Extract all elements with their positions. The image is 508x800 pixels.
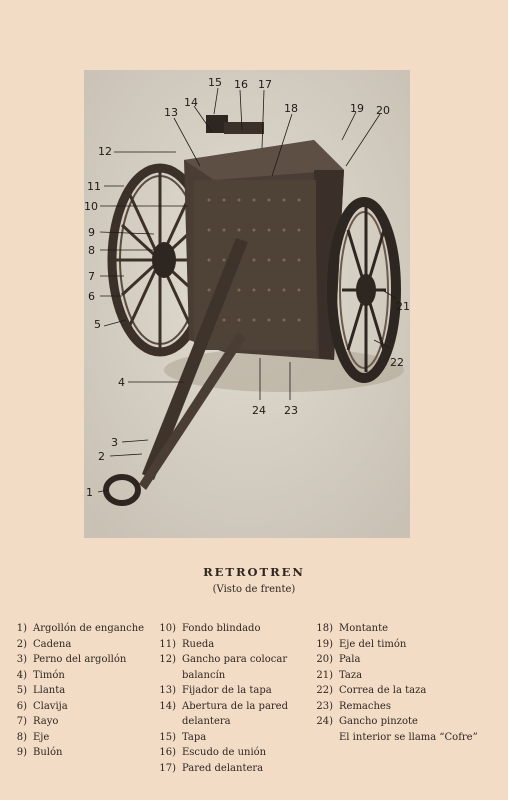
callout-num: 16	[234, 78, 248, 91]
legend-text: Gancho pinzote	[339, 716, 418, 727]
callout-num: 9	[88, 226, 95, 239]
legend-item	[316, 652, 496, 668]
legend-item	[10, 668, 170, 684]
callout-num: 10	[84, 200, 98, 213]
legend-text: Llanta	[33, 685, 66, 696]
photograph-retrotren	[84, 70, 410, 538]
legend-item	[316, 699, 496, 715]
legend-text: Rayo	[33, 716, 59, 727]
legend-num: 9)	[16, 747, 27, 758]
legend-text: Remaches	[339, 700, 391, 712]
callout-num: 20	[376, 104, 390, 117]
legend-num: 3)	[16, 654, 27, 665]
callout-num: 2	[98, 450, 105, 463]
legend-text: Perno del argollón	[33, 654, 127, 665]
legend-text: Montante	[339, 623, 389, 634]
legend-num: 10)	[159, 623, 176, 634]
legend-text: Bulón	[33, 747, 63, 758]
legend-item	[316, 683, 496, 699]
legend-num: 8)	[16, 731, 27, 743]
legend-text: Abertura de la pared delantera	[182, 700, 289, 727]
callout-num: 22	[390, 356, 404, 369]
callout-num: 21	[396, 300, 410, 313]
legend-item	[159, 699, 331, 730]
legend-text: Eje	[33, 731, 50, 743]
callout-num: 7	[88, 270, 95, 283]
legend-num	[316, 730, 333, 746]
legend-item	[10, 745, 170, 761]
legend-num: 15)	[159, 731, 176, 743]
legend-num: 2)	[16, 638, 27, 650]
legend-item	[316, 621, 496, 637]
callout-num: 14	[184, 96, 198, 109]
legend-num: 7)	[16, 716, 27, 727]
legend-item	[10, 730, 170, 746]
legend-text: Rueda	[182, 638, 215, 650]
legend-num: 11)	[159, 638, 176, 650]
legend-item	[316, 668, 496, 684]
callout-num: 11	[87, 180, 101, 193]
legend-num: 17)	[159, 762, 176, 774]
legend-num: 4)	[16, 669, 27, 681]
callout-num: 4	[118, 376, 125, 389]
callout-num: 5	[94, 318, 101, 331]
callout-num: 3	[111, 436, 118, 449]
legend-item	[10, 637, 170, 653]
legend-num: 23)	[316, 700, 333, 712]
legend-item	[159, 761, 331, 777]
legend-text: Correa de la taza	[339, 685, 427, 696]
legend-text: Gancho para colocar balancín	[182, 654, 288, 681]
legend-item	[159, 621, 331, 637]
figure-title: RETROTREN	[203, 565, 305, 579]
legend-item	[10, 714, 170, 730]
legend-num: 1)	[16, 623, 27, 634]
legend-item	[159, 730, 331, 746]
legend-text: Pala	[339, 654, 361, 665]
legend-text: El interior se llama “Cofre”	[339, 731, 478, 743]
callout-num: 24	[252, 404, 266, 417]
legend-item	[159, 652, 331, 683]
legend-text: Fijador de la tapa	[182, 685, 272, 696]
legend-text: Eje del timón	[339, 638, 407, 650]
legend-num: 18)	[316, 623, 333, 634]
legend-item	[159, 637, 331, 653]
legend-text: Fondo blindado	[182, 623, 261, 634]
legend-num: 6)	[16, 700, 27, 712]
legend-column-1	[10, 621, 170, 761]
legend-text: Tapa	[182, 731, 207, 743]
callout-num: 23	[284, 404, 298, 417]
legend-num: 21)	[316, 669, 333, 681]
callout-num: 12	[98, 145, 112, 158]
legend-text: Argollón de enganche	[33, 623, 145, 634]
legend-text: Taza	[339, 669, 363, 681]
legend-column-2	[159, 621, 331, 776]
figure-subtitle: (Visto de frente)	[212, 584, 296, 595]
callout-num: 8	[88, 244, 95, 257]
legend-item	[10, 621, 170, 637]
retrotren-illustration	[84, 70, 410, 538]
callout-num: 6	[88, 290, 95, 303]
legend-text: Timón	[33, 669, 65, 681]
callout-num: 15	[208, 76, 222, 89]
legend-num: 24)	[316, 716, 333, 727]
legend-num: 13)	[159, 685, 176, 696]
legend-item	[10, 652, 170, 668]
legend-num: 14)	[159, 700, 176, 712]
legend-num: 19)	[316, 638, 333, 650]
legend-item	[316, 714, 496, 730]
callout-num: 1	[86, 486, 93, 499]
legend-item	[10, 683, 170, 699]
legend-num: 16)	[159, 747, 176, 758]
legend-item	[10, 699, 170, 715]
legend-num: 12)	[159, 654, 176, 665]
legend-item	[159, 745, 331, 761]
legend-text: Cadena	[33, 638, 72, 650]
callout-num: 17	[258, 78, 272, 91]
callout-num: 19	[350, 102, 364, 115]
callout-num: 13	[164, 106, 178, 119]
legend-column-3	[316, 621, 496, 745]
legend-num: 5)	[16, 685, 27, 696]
legend-text: Clavija	[33, 700, 68, 712]
legend-text: Pared delantera	[182, 762, 264, 774]
legend-text: Escudo de unión	[182, 747, 267, 758]
legend-note	[316, 730, 496, 746]
legend-item	[159, 683, 331, 699]
legend-num: 22)	[316, 685, 333, 696]
callout-num: 18	[284, 102, 298, 115]
legend-num: 20)	[316, 654, 333, 665]
legend-item	[316, 637, 496, 653]
